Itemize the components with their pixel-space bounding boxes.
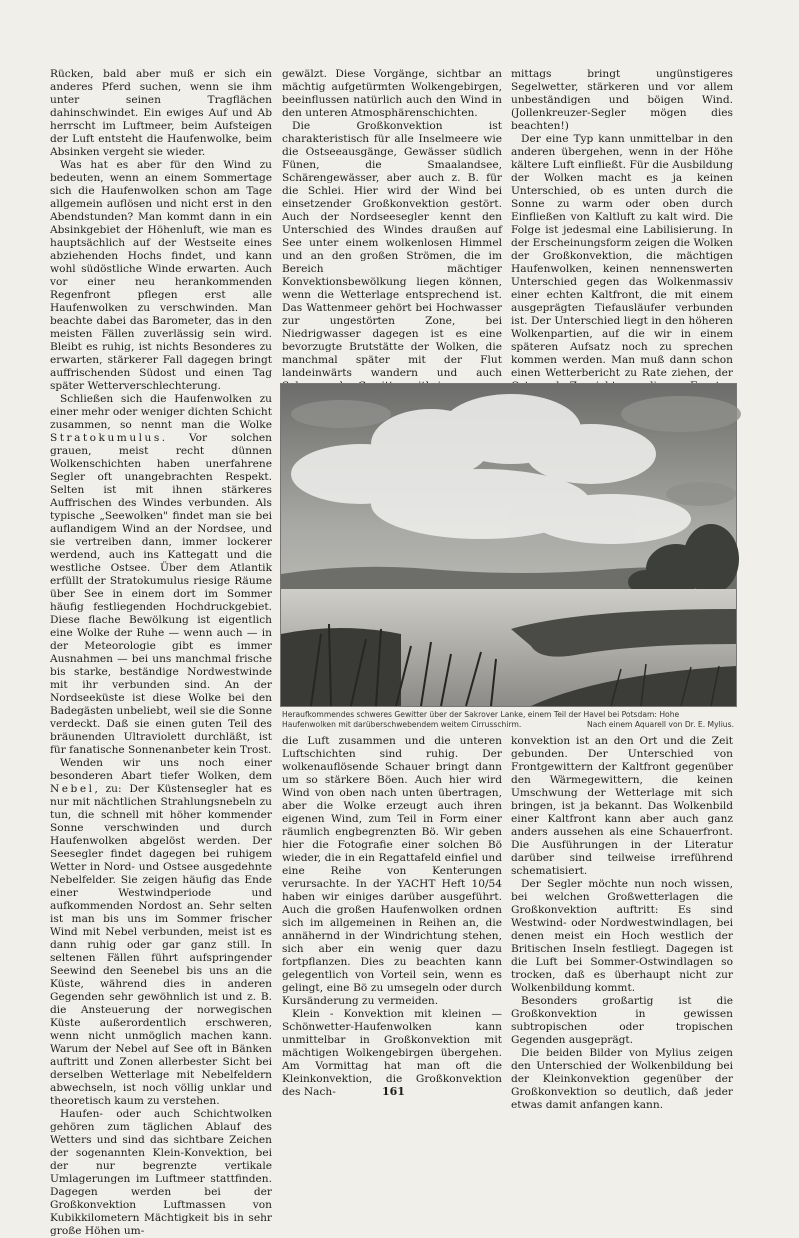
paragraph: gewälzt. Diese Vorgänge, sichtbar an mächtig aufgetürmten Wolkengebirgen, beeinflussen natürlich auch den Wind in den unteren Atmosphärenschichten.	[282, 68, 502, 119]
paragraph: Die beiden Bilder von Mylius zeigen den Unterschied der Wolkenbildung bei der Kleinkonvektion gegenüber der Großkonvektion so deutlich, daß jeder etwas damit anfangen kann.	[511, 1047, 733, 1111]
paragraph: mittags bringt ungünstigeres Segelwetter, stärkeren und vor allem unbeständigen und böigen Wind. (Jollenkreuzer-Segler mögen dies beachten!)	[511, 68, 733, 132]
illustration-caption	[282, 710, 734, 730]
paragraph: Besonders großartig ist die Großkonvektion in gewissen subtropischen oder tropischen Gegenden ausgeprägt.	[511, 995, 733, 1046]
text-column-left	[50, 68, 272, 1237]
paragraph: Der Segler möchte nun noch wissen, bei welchen Großwetterlagen die Großkonvektion auftritt: Es sind Westwind- oder Nordwestwindlagen, bei denen meist ein Hoch westlich der Britischen Inseln festliegt. Dagegen ist die Luft bei Sommer-Ostwindlagen so trocken, daß es überhaupt nicht zur Wolkenbildung kommt.	[511, 878, 733, 994]
paragraph: konvektion ist an den Ort und die Zeit gebunden. Der Unterschied von Frontgewittern der Kaltfront gegenüber den Wärmegewittern, die keinen Umschwung der Wetterlage mit sich bringen, ist ja bekannt. Das Wolkenbild einer Kaltfront kann aber auch ganz anders aussehen als eine Schauerfront. Die Ausführungen in der Literatur darüber sind teilweise irreführend schematisiert.	[511, 735, 733, 877]
caption-line: Haufenwolken mit darüberschwebendem weitem Cirrusschirm. Nach einem Aquarell von Dr. E. Mylius.	[282, 720, 734, 729]
paragraph: Klein - Konvektion mit kleinen — Schönwetter-Haufenwolken kann unmittelbar in Großkonvektion mit mächtigen Wolkengebirgen übergehen. Am Vormittag hat man oft die Kleinkonvektion, die Großkonvektion des Nach-	[282, 1008, 502, 1098]
text-column-right-top	[511, 68, 733, 379]
caption-line: Heraufkommendes schweres Gewitter über der Sakrover Lanke, einem Teil der Havel bei Potsdam: Hohe	[282, 710, 680, 719]
paragraph: Die Großkonvektion ist charakteristisch für alle Inselmeere wie die Ostseeausgänge, Gewässer südlich Fünen, die Smaalandsee, Schärengewässer, aber auch z. B. für die Schlei. Hier wird der Wind bei einsetzender Großkonvektion gestört. Auch der Nordseesegler kennt den Unterschied des Windes draußen auf See unter einem wolkenlosen Himmel und an den großen Strömen, die im Bereich mächtiger Konvektionsbewölkung liegen können, wenn die Wetterlage entsprechend ist. Das Wattenmeer gehört bei Hochwasser zur ungestörten Zone, bei Niedrigwasser dagegen ist es eine bevorzugte Brutstätte der Wolken, die manchmal später mit der Flut landeinwärts wandern und auch	[282, 120, 502, 379]
paragraph: Schließen sich die Haufenwolken zu einer mehr oder weniger dichten Schicht zusammen, so nennt man die Wolke Stratokumulus. Vor solchen grauen, meist recht dünnen Wolkenschichten haben unerfahrene Segler oft unangebrachten Respekt. Selten ist mit ihnen stärkeres Auffrischen des Windes verbunden. Als typische „Seewolken" findet man sie bei auflandigem Wind an der Nordsee, und sie vertreiben dann, immer lockerer werdend, auch ins Kattegatt und die westliche Ostsee. Über dem Atlantik erfüllt der Stratokumulus riesige Räume über See in einem dort im Sommer häufig festliegenden Hochdruckgebiet. Diese flache Bewölkung ist eigentlich eine Wolke der Ruhe — wenn auch — in der Meteorologie gibt es immer Ausnahmen — bei uns manchmal frische bis starke, beständige Nordwestwinde mit ihr verbunden sind. An der Nordseeküste ist diese Wolke bei den Badegästen unbeliebt, weil sie die Sonne verdeckt. Daß sie einen guten Teil des bräunenden Ultraviolett durchläßt, ist für fanatische Sonnenanbeter kein Trost.	[50, 393, 272, 756]
paragraph: Der eine Typ kann unmittelbar in den anderen übergehen, wenn in der Höhe kältere Luft einfließt. Für die Ausbildung der Wolken macht es ja keinen Unterschied, ob es unten durch die Sonne zu warm oder oben durch Einfließen von Kaltluft zu kalt wird. Die Folge ist jedesmal eine Labilisierung. In der Erscheinungsform zeigen die Wolken der Großkonvektion, die mächtigen Haufenwolken, keinen nennenswerten Unterschied gegen das Wolkenmassiv einer echten Kaltfront, die mit einem ausgeprägten Tiefausläufer verbunden ist. Der Unterschied liegt in den höheren Wolkenpartien, auf die wir in einem späteren Aufsatz noch zu sprechen kommen werden. Man muß dann schon einen Wetterbericht zu Rate ziehen, der	[511, 133, 733, 379]
paragraph: Wenden wir uns noch einer besonderen Abart tiefer Wolken, dem Nebel, zu: Der Küstensegler hat es nur mit nächtlichen Strahlungsnebeln zu tun, die schnell mit höher kommender Sonne verschwinden und durch Haufenwolken abgelöst werden. Der Seesegler findet dagegen bei ruhigem Wetter in Nord- und Ostsee ausgedehnte Nebelfelder. Sie zeigen häufig das Ende einer Westwindperiode und aufkommenden Nordost an. Sehr selten ist man bis uns im Sommer frischer Wind mit Nebel verbunden, meist ist es dann ruhig oder gar ganz still. In seltenen Fällen führt aufspringender Seewind den Seenebel bis uns an die Küste, während dies in anderen Gegenden sehr gewöhnlich ist und z. B. die Ansteuerung der norwegischen Küste außerordentlich erschweren, wenn nicht unmöglich machen kann. Warum der Nebel auf See oft in Bänken auftritt und Zonen allerbester Sicht bei derselben Wetterlage mit Nebelfeldern abwechseln, ist noch völlig unklar und theoretisch kaum zu verstehen.	[50, 757, 272, 1107]
paragraph: Rücken, bald aber muß er sich ein anderes Pferd suchen, wenn sie ihm unter seinen Tragflächen dahinschwindet. Ein ewiges Auf und Ab herrscht im Luftmeer, beim Aufsteigen der Luft entsteht die Haufenwolke, beim Absinken vergeht sie wieder.	[50, 68, 272, 158]
paragraph: Haufen- oder auch Schichtwolken gehören zum täglichen Ablauf des Wetters und sind das sichtbare Zeichen der sogenannten Klein-Konvektion, bei der nur begrenzte vertikale Umlagerungen im Luftmeer stattfinden. Dagegen werden bei der Großkonvektion Luftmassen von Kubikkilometern Mächtigkeit bis in sehr große Höhen um-	[50, 1108, 272, 1237]
watercolor-illustration	[280, 383, 737, 707]
caption-credit: Nach einem Aquarell von Dr. E. Mylius.	[587, 720, 734, 729]
emphasized-term: Nebel	[50, 783, 95, 795]
page-number: 161	[382, 1085, 405, 1098]
text-column-right-bottom	[511, 735, 733, 1111]
emphasized-term: Stratokumulus	[50, 432, 162, 444]
text-column-middle-top	[282, 68, 502, 379]
paragraph: die Luft zusammen und die unteren Luftschichten sind ruhig. Der wolkenauflösende Schauer bringt dann um so stärkere Böen. Auch hier wird Wind von oben nach unten übertragen, aber die Wolke erzeugt auch ihren eigenen Wind, zum Teil in Form einer räumlich engbegrenzten Bö. Wir geben hier die Fotografie einer solchen Bö wieder, die in ein Regattafeld einfiel und eine Reihe von Kenterungen verursachte. In der YACHT Heft 10/54 haben wir einiges darüber ausgeführt. Auch die großen Haufenwolken ordnen sich im allgemeinen in Reihen an, die annähernd in der Windrichtung stehen, sich aber ein wenig quer dazu fortpflanzen. Dies zu beachten kann gelegentlich von Vorteil sein, wenn es gelingt, eine Bö zu umsegeln oder durch Kursänderung zu vermeiden.	[282, 735, 502, 1007]
paragraph: Was hat es aber für den Wind zu bedeuten, wenn an einem Sommertage sich die Haufenwolken schon am Tage allgemein auflösen und nicht erst in den Abendstunden? Man kommt dann in ein Absinkgebiet der Höhenluft, wie man es hauptsächlich auf der Westseite eines abziehenden Hochs findet, und kann wohl südöstliche Winde erwarten. Auch vor einer neu herankommenden Regenfront pflegen erst alle Haufenwolken zu verschwinden. Man beachte dabei das Barometer, das in den meisten Fällen zuverlässig sein wird. Bleibt es ruhig, ist nichts Besonderes zu erwarten, stärkerer Fall dagegen bringt auffrischenden Südost und einen Tag später Wetterverschlechterung.	[50, 159, 272, 392]
